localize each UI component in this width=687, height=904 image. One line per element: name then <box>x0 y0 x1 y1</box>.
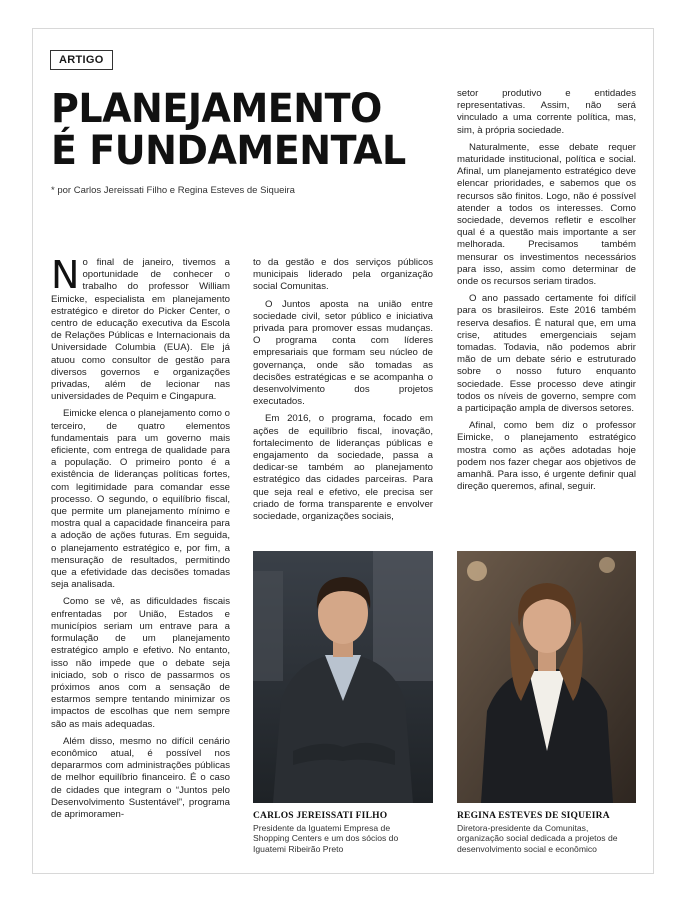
paragraph: Naturalmente, esse debate requer maturidade institucional, política e social. Afinal, um planejamento estratégico deve elencar prioridades, e sabemos que os recursos são finitos. Logo, não é possível atender a todos os interesses. Como sociedade, devemos refletir e escolher qual é a questão mais importante a ser melhorada. Precisamos também mensurar os investimentos necessários para isso, assim como determinar de onde os recursos seriam tirados. <box>457 141 636 288</box>
caption-role: Diretora-presidente da Comunitas, organização social dedicada a projetos de desenvolvimento social e econômico <box>457 823 618 854</box>
caption-name: REGINA ESTEVES DE SIQUEIRA <box>457 811 610 821</box>
paragraph: O Juntos aposta na união entre sociedade civil, setor público e iniciativa privada para promover essas mudanças. O programa conta com líderes empresariais que formam seu núcleo de governança, onde são tomadas as decisões estratégicas e se acompanha o desenvolvimento dos projetos executados. <box>253 298 433 408</box>
portrait-illustration <box>253 551 433 803</box>
paragraph: Como se vê, as dificuldades fiscais enfrentadas por União, Estados e municípios seriam um entrave para a formulação de um planejamento estratégico amplo e efetivo. No entanto, isso não impede que o debate seja iniciado, sob o risco de passarmos os próximos anos com a sensação de estarmos sempre tentando minimizar os impactos de escolhas que nem sempre são as mais adequadas. <box>51 596 230 730</box>
article-column-3 <box>457 88 636 499</box>
paragraph: Afinal, como bem diz o professor Eimicke, o planejamento estratégico mostra como as ações adotadas hoje podem nos fazer chegar aos objetivos de amanhã. Para isso, é urgente definir qual direção queremos, afinal, seguir. <box>457 420 636 493</box>
article-column-2 <box>253 257 433 528</box>
portrait-regina-esteves-de-siqueira <box>457 551 636 803</box>
headline-line-2: É FUNDAMENTAL <box>51 128 406 174</box>
paragraph: Em 2016, o programa, focado em ações de equilíbrio fiscal, inovação, fortalecimento de lideranças públicas e engajamento da sociedade, passa a dedicar-se também ao planejamento estratégico das cidades parceiras. Para que seja real e efetivo, ele precisa ser criado de forma transparente e envolver sociedade, organizações sociais, <box>253 413 433 523</box>
caption-role: Presidente da Iguatemi Empresa de Shopping Centers e um dos sócios do Iguatemi Ribeirão Preto <box>253 823 399 854</box>
article-column-1 <box>51 253 230 826</box>
portrait-illustration <box>457 551 636 803</box>
paragraph-text: o final de janeiro, tivemos a oportunidade de conhecer o trabalho do professor William Eimicke, especialista em planejamento estratégico e diretor do Picker Center, o centro de educação executiva da Escola de Relações Públicas e Internacionais da Universidade Columbia (EUA). Ele já atuou como consultor de gestão para diversos governos e organizações privadas, além de lecionar nas universidades de Pequim e Cingapura. <box>51 257 230 403</box>
paragraph: Além disso, mesmo no difícil cenário econômico atual, é possível nos depararmos com administrações públicas de melhor equilíbrio financeiro. É o caso de cidades que integram o “Juntos pelo Desenvolvimento Sustentável”, programa de aprimoramen- <box>51 735 230 820</box>
portrait-carlos-jereissati-filho <box>253 551 433 803</box>
headline-line-1: PLANEJAMENTO <box>51 86 382 132</box>
paragraph: to da gestão e dos serviços públicos municipais liderado pela organização social Comunitas. <box>253 257 433 293</box>
section-tag: ARTIGO <box>50 50 113 70</box>
paragraph: Eimicke elenca o planejamento como o terceiro, de quatro elementos fundamentais para um governo mais eficiente, com entrega de qualidade para a população. O primeiro ponto é a existência de lideranças políticas fortes, com legitimidade para comandar esse processo. O segundo, o equilíbrio fiscal, que permite um planejamento mínimo e mostra qual a capacidade financeira para a adoção de ações futuras. Em seguida, o planejamento estratégico e, por fim, a mensuração de resultados, permitindo que a efetividade das decisões tomadas seja analisada. <box>51 408 230 591</box>
paragraph <box>51 253 230 403</box>
headline <box>51 88 422 172</box>
drop-cap: N <box>51 253 80 297</box>
paragraph: O ano passado certamente foi difícil para os brasileiros. Este 2016 também reserva desafios. É natural que, em uma crise, atitudes emergenciais sejam tomadas. Todavia, não podemos abrir mão de um debate sério e estruturado sobre o nosso futuro enquanto sociedade. Esse processo deve atingir todos os níveis de governo, sempre com a participação ampla de diversos setores. <box>457 293 636 415</box>
paragraph: setor produtivo e entidades representativas. Assim, não será vinculado a uma corrente política, mas, sim, à própria sociedade. <box>457 88 636 136</box>
byline: * por Carlos Jereissati Filho e Regina Esteves de Siqueira <box>51 185 295 196</box>
caption-name: CARLOS JEREISSATI FILHO <box>253 811 388 821</box>
